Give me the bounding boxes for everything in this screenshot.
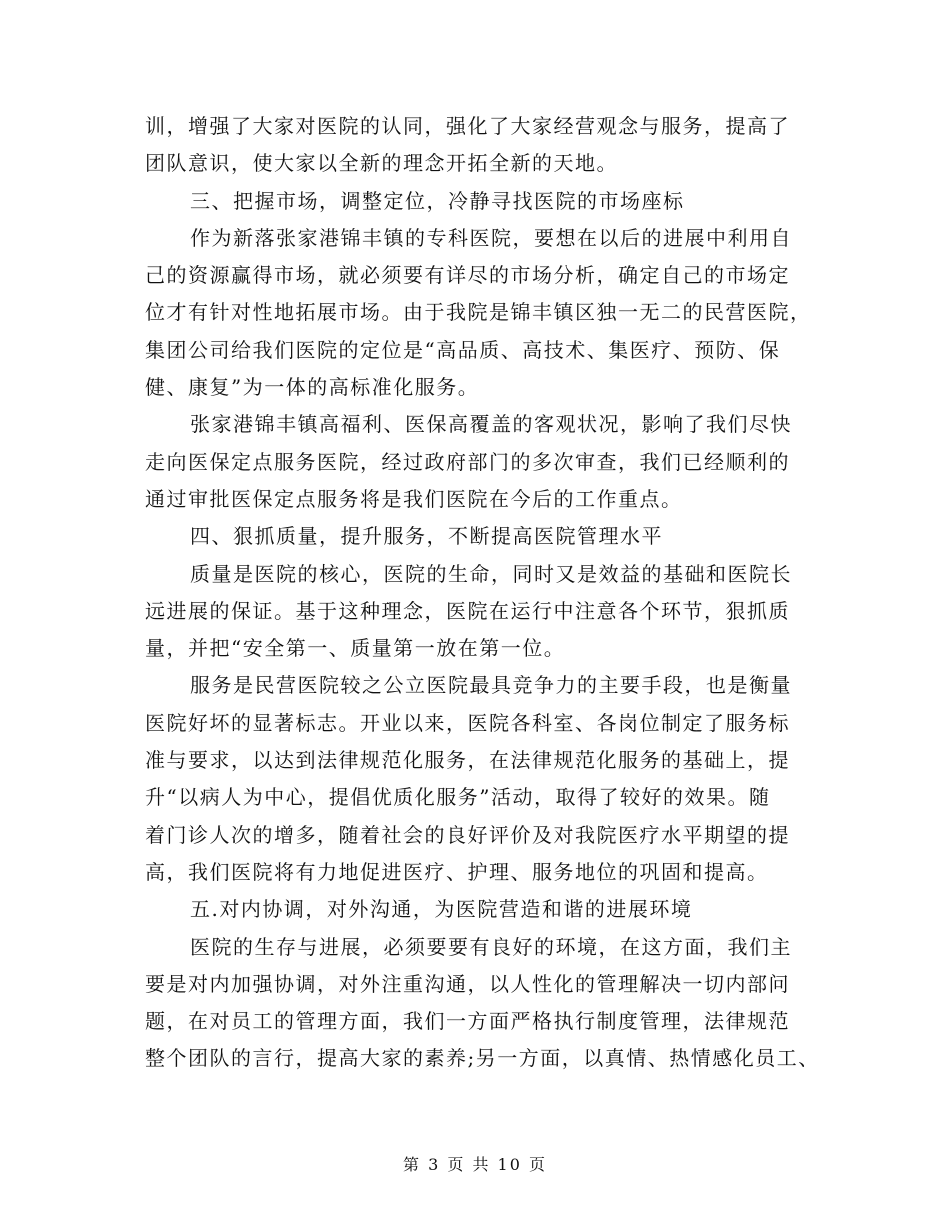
text-line: 四、狠抓质量，提升服务，不断提高医院管理水平 (190, 524, 663, 549)
page-footer (0, 1152, 950, 1175)
text-line: 整个团队的言行，提高大家的素养;另一方面，以真情、热情感化员工、 (145, 1046, 820, 1071)
text-line: 团队意识，使大家以全新的理念开拓全新的天地。 (145, 151, 618, 176)
current-page-number: 3 (428, 1155, 441, 1174)
text-line: 医院的生存与进展，必须要要有良好的环境，在这方面，我们主 (190, 934, 792, 959)
text-line: 张家港锦丰镇高福利、医保高覆盖的客观状况，影响了我们尽快 (190, 412, 792, 437)
text-line: 位才有针对性地拓展市场。由于我院是锦丰镇区独一无二的民营医院， (145, 300, 812, 325)
body-text (145, 108, 825, 1078)
footer-prefix: 第 (402, 1155, 421, 1174)
text-line: 准与要求，以达到法律规范化服务，在法律规范化服务的基础上，提 (145, 748, 790, 773)
text-line: 健、康复”为一体的高标准化服务。 (145, 375, 480, 400)
text-line: 高，我们医院将有力地促进医疗、护理、服务地位的巩固和提高。 (145, 859, 769, 884)
text-line: 五.对内协调，对外沟通，为医院营造和谐的进展环境 (190, 897, 693, 922)
text-line: 要是对内加强协调，对外注重沟通，以人性化的管理解决一切内部问 (145, 971, 790, 996)
text-line: 题，在对员工的管理方面，我们一方面严格执行制度管理，法律规范 (145, 1009, 790, 1034)
text-line: 远进展的保证。基于这种理念，医院在运行中注意各个环节，狠抓质 (145, 598, 790, 623)
text-line: 集团公司给我们医院的定位是“高品质、高技术、集医疗、预防、保 (145, 337, 781, 362)
text-line: 着门诊人次的增多，随着社会的良好评价及对我院医疗水平期望的提 (145, 822, 790, 847)
footer-suffix: 页 (529, 1155, 548, 1174)
total-pages-number: 10 (497, 1155, 522, 1174)
text-line: 走向医保定点服务医院，经过政府部门的多次审查，我们已经顺利的 (145, 449, 790, 474)
footer-middle: 页 共 (447, 1155, 491, 1174)
text-line: 服务是民营医院较之公立医院最具竞争力的主要手段，也是衡量 (190, 673, 792, 698)
text-line: 医院好坏的显著标志。开业以来，医院各科室、各岗位制定了服务标 (145, 710, 790, 735)
text-line: 质量是医院的核心，医院的生命，同时又是效益的基础和医院长 (190, 561, 792, 586)
text-line: 升“以病人为中心，提倡优质化服务”活动，取得了较好的效果。随 (145, 785, 771, 810)
text-line: 己的资源赢得市场，就必须要有详尽的市场分析，确定自己的市场定 (145, 263, 790, 288)
text-line: 训，增强了大家对医院的认同，强化了大家经营观念与服务，提高了 (145, 114, 790, 138)
text-line: 三、把握市场，调整定位，冷静寻找医院的市场座标 (190, 188, 685, 213)
text-line: 作为新落张家港锦丰镇的专科医院，要想在以后的进展中利用自 (190, 225, 792, 250)
text-line: 量，并把“安全第一、质量第一放在第一位。 (145, 636, 566, 661)
text-line: 通过审批医保定点服务将是我们医院在今后的工作重点。 (145, 486, 683, 511)
